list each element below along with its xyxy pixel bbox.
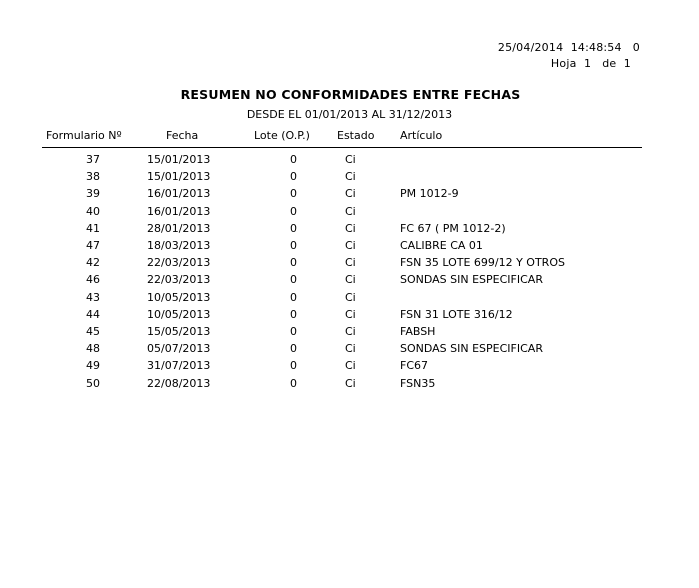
cell-estado: Ci [345, 205, 356, 218]
cell-formulario: 38 [86, 170, 100, 183]
table-row [0, 205, 699, 222]
cell-fecha: 31/07/2013 [147, 359, 211, 372]
print-date: 25/04/2014 [497, 41, 564, 54]
cell-estado: Ci [345, 377, 356, 390]
table-row [0, 325, 699, 342]
cell-lote: 0 [290, 291, 297, 304]
cell-formulario: 37 [86, 153, 100, 166]
table-row [0, 273, 699, 290]
cell-formulario: 47 [86, 239, 100, 252]
page-label: Hoja [550, 57, 577, 70]
cell-fecha: 22/08/2013 [147, 377, 211, 390]
cell-estado: Ci [345, 291, 356, 304]
cell-fecha: 28/01/2013 [147, 222, 211, 235]
print-extra: 0 [632, 41, 640, 54]
cell-lote: 0 [290, 256, 297, 269]
cell-estado: Ci [345, 342, 356, 355]
cell-formulario: 45 [86, 325, 100, 338]
cell-fecha: 18/03/2013 [147, 239, 211, 252]
cell-fecha: 15/05/2013 [147, 325, 211, 338]
column-header-formulario: Formulario Nº [46, 129, 122, 142]
page-number: 1 [583, 57, 592, 70]
table-row [0, 170, 699, 187]
cell-estado: Ci [345, 153, 356, 166]
table-row [0, 239, 699, 256]
cell-articulo: FSN35 [400, 377, 436, 390]
cell-articulo: FABSH [400, 325, 436, 338]
cell-lote: 0 [290, 273, 297, 286]
cell-formulario: 39 [86, 187, 100, 200]
table-row [0, 256, 699, 273]
table-row [0, 291, 699, 308]
cell-lote: 0 [290, 359, 297, 372]
table-row [0, 153, 699, 170]
cell-articulo: SONDAS SIN ESPECIFICAR [400, 342, 543, 355]
cell-formulario: 43 [86, 291, 100, 304]
cell-formulario: 41 [86, 222, 100, 235]
cell-fecha: 16/01/2013 [147, 205, 211, 218]
cell-lote: 0 [290, 170, 297, 183]
table-row [0, 187, 699, 204]
table-row [0, 377, 699, 394]
cell-estado: Ci [345, 273, 356, 286]
cell-estado: Ci [345, 239, 356, 252]
cell-formulario: 40 [86, 205, 100, 218]
cell-estado: Ci [345, 256, 356, 269]
column-header-lote: Lote (O.P.) [254, 129, 310, 142]
column-header-fecha: Fecha [166, 129, 199, 142]
cell-formulario: 50 [86, 377, 100, 390]
cell-estado: Ci [345, 170, 356, 183]
table-row [0, 359, 699, 376]
cell-lote: 0 [290, 342, 297, 355]
cell-estado: Ci [345, 325, 356, 338]
report-subtitle: DESDE EL 01/01/2013 AL 31/12/2013 [246, 108, 453, 121]
cell-formulario: 46 [86, 273, 100, 286]
report-title: RESUMEN NO CONFORMIDADES ENTRE FECHAS [180, 87, 521, 102]
header-divider [42, 147, 642, 148]
cell-estado: Ci [345, 359, 356, 372]
cell-fecha: 10/05/2013 [147, 308, 211, 321]
cell-fecha: 05/07/2013 [147, 342, 211, 355]
cell-formulario: 48 [86, 342, 100, 355]
cell-formulario: 49 [86, 359, 100, 372]
cell-fecha: 15/01/2013 [147, 170, 211, 183]
cell-estado: Ci [345, 308, 356, 321]
cell-lote: 0 [290, 153, 297, 166]
column-header-estado: Estado [337, 129, 375, 142]
cell-fecha: 16/01/2013 [147, 187, 211, 200]
cell-formulario: 44 [86, 308, 100, 321]
table-row [0, 308, 699, 325]
cell-lote: 0 [290, 222, 297, 235]
cell-articulo: FSN 31 LOTE 316/12 [400, 308, 513, 321]
cell-fecha: 22/03/2013 [147, 273, 211, 286]
table-row [0, 222, 699, 239]
table-row [0, 342, 699, 359]
print-timestamp [498, 41, 640, 54]
cell-lote: 0 [290, 205, 297, 218]
cell-fecha: 10/05/2013 [147, 291, 211, 304]
page-indicator [551, 57, 631, 70]
cell-fecha: 15/01/2013 [147, 153, 211, 166]
cell-estado: Ci [345, 187, 356, 200]
cell-estado: Ci [345, 222, 356, 235]
cell-lote: 0 [290, 308, 297, 321]
cell-formulario: 42 [86, 256, 100, 269]
cell-fecha: 22/03/2013 [147, 256, 211, 269]
cell-articulo: CALIBRE CA 01 [400, 239, 483, 252]
cell-lote: 0 [290, 325, 297, 338]
cell-articulo: FC67 [400, 359, 429, 372]
cell-articulo: FSN 35 LOTE 699/12 Y OTROS [400, 256, 565, 269]
print-time: 14:48:54 [570, 41, 622, 54]
cell-articulo: SONDAS SIN ESPECIFICAR [400, 273, 543, 286]
of-label: de [602, 57, 617, 70]
page-count: 1 [623, 57, 631, 70]
cell-articulo: FC 67 ( PM 1012-2) [400, 222, 506, 235]
column-header-articulo: Artículo [400, 129, 443, 142]
cell-lote: 0 [290, 377, 297, 390]
cell-articulo: PM 1012-9 [400, 187, 459, 200]
cell-lote: 0 [290, 187, 297, 200]
cell-lote: 0 [290, 239, 297, 252]
